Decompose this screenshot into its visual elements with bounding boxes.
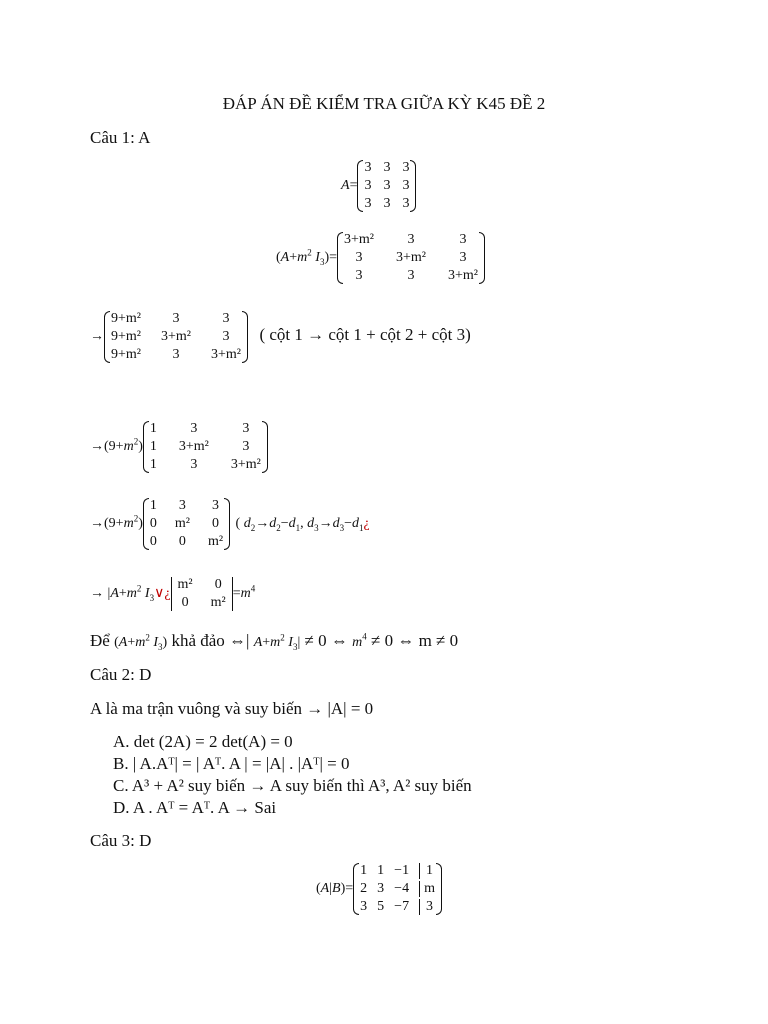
q2-heading: Câu 2: D <box>90 665 152 684</box>
matrix-cell: 1 <box>149 498 157 513</box>
matrix-cell: 3 <box>190 421 198 436</box>
matrix-cell: 3 <box>407 268 415 283</box>
matrix-cell: 3 <box>212 498 219 513</box>
matrix-cell: 3+m² <box>178 439 209 454</box>
matrix-a-eq: A= 3 3 3 3 3 3 3 3 3 <box>341 160 416 212</box>
matrix-shifted <box>337 232 485 284</box>
matrix-cell: 3 <box>172 347 180 362</box>
matrix-cell: 3+m² <box>344 232 374 247</box>
matrix-cell: m² <box>210 595 226 610</box>
matrix-cell: 3 <box>383 178 391 193</box>
q2-option-b: B. | A.Aᵀ| = | Aᵀ. A | = |A| . |Aᵀ| = 0 <box>113 754 350 773</box>
step-factor-out: $\to(9+m^2)$ 1 3 3 1 3+m² 3 1 3 3+m² <box>90 421 268 473</box>
matrix-cell: 1 <box>419 863 435 879</box>
matrix-cell: 3 <box>402 196 410 211</box>
matrix-cell: 3 <box>222 329 230 344</box>
step-row-reduce: $\to(9+m^2)$ 1 3 3 0 m² 0 0 0 m² ( $d_2\to d_2-d_1$, $d_3\to d_3-d_1¿$ <box>90 498 370 549</box>
q2-option-a: A. det (2A) = 2 det(A) = 0 <box>113 732 293 751</box>
matrix-cell: 0 <box>178 534 186 549</box>
matrix-cell: m <box>419 881 435 897</box>
augmented-matrix-eq: (A|B)= 1 1 −1 1 2 3 −4 m 3 5 −7 3 <box>316 863 442 915</box>
matrix-cell: 3 <box>222 311 230 326</box>
matrix-cell: −1 <box>394 863 410 878</box>
matrix-cell: 3 <box>402 160 410 175</box>
matrix-a <box>357 160 416 212</box>
matrix-cell: 3+m² <box>230 457 261 472</box>
matrix-cell: 1 <box>360 863 368 878</box>
matrix-cell: 3 <box>459 250 467 265</box>
matrix-reduced <box>143 498 230 550</box>
q1-conclusion: Để ($A+m^2$ $I_3$) khả đảo ⇔| $A+m^2$ $I_3| \ne 0$ ⇔ $m^4 \ne 0$ ⇔ m ≠ 0 <box>90 631 459 652</box>
step-column-sum: → 9+m² 3 3 9+m² 3+m² 3 9+m² 3 3+m² ( cột 1 → cột 1 + cột 2 + cột 3) <box>90 311 471 362</box>
matrix-cell: −7 <box>394 899 410 914</box>
matrix-cell: 3 <box>178 498 186 513</box>
matrix-cell: 3 <box>355 250 363 265</box>
matrix-cell: 0 <box>214 577 222 592</box>
matrix-cell: 3 <box>383 196 391 211</box>
matrix-cell: 0 <box>212 516 219 531</box>
matrix-cell: 0 <box>181 595 189 610</box>
matrix-cell: 3 <box>242 421 250 436</box>
q2-option-d: D. A . Aᵀ = Aᵀ. A → Sai <box>113 798 277 817</box>
matrix-cell: 3 <box>377 881 385 896</box>
matrix-cell: 3 <box>364 178 372 193</box>
matrix-shifted-eq: ($A+m^2$ $I_3)=$ 3+m² 3 3 3 3+m² 3 3 3 3+m² <box>276 232 485 284</box>
matrix-cell: 1 <box>149 457 157 472</box>
q2-statement: A là ma trận vuông và suy biến → |A| = 0 <box>90 699 374 718</box>
matrix-cell: 2 <box>360 881 368 896</box>
matrix-cell: −4 <box>394 881 410 896</box>
page-title: ĐÁP ÁN ĐỀ KIỂM TRA GIỮA KỲ K45 ĐỀ 2 <box>222 94 546 113</box>
matrix-cell: 9+m² <box>111 347 141 362</box>
det-matrix <box>171 577 233 611</box>
matrix-cell: 3 <box>364 196 372 211</box>
matrix-cell: 3+m² <box>395 250 426 265</box>
matrix-factored <box>143 421 268 473</box>
matrix-cell: 3 <box>242 439 250 454</box>
q1-heading: Câu 1: A <box>90 128 151 147</box>
matrix-cell: 1 <box>149 439 157 454</box>
col-op-note: ( cột 1 → cột 1 + cột 2 + cột 3) <box>259 325 471 345</box>
matrix-cell: 3 <box>383 160 391 175</box>
matrix-cell: m² <box>177 577 193 592</box>
matrix-cell: 0 <box>149 534 157 549</box>
augmented-matrix <box>353 863 442 915</box>
matrix-cell: 1 <box>149 421 157 436</box>
matrix-cell: 1 <box>377 863 385 878</box>
matrix-cell: 5 <box>377 899 385 914</box>
matrix-cell: 3 <box>364 160 372 175</box>
matrix-cell: 9+m² <box>111 329 141 344</box>
q3-heading: Câu 3: D <box>90 831 152 850</box>
matrix-cell: 0 <box>149 516 157 531</box>
matrix-cell: 9+m² <box>111 311 141 326</box>
matrix-cell: 3 <box>355 268 363 283</box>
q2-options <box>113 731 472 819</box>
matrix-cell: 3 <box>172 311 180 326</box>
matrix-col-sum <box>104 311 248 363</box>
matrix-cell: 3+m² <box>447 268 478 283</box>
matrix-cell: 3 <box>360 899 368 914</box>
matrix-cell: m² <box>207 534 224 549</box>
matrix-cell: 3 <box>419 899 435 915</box>
matrix-cell: 3 <box>190 457 198 472</box>
q2-option-c: C. A³ + A² suy biến → A suy biến thì A³, A² suy biến <box>113 776 472 795</box>
matrix-cell: 3 <box>402 178 410 193</box>
matrix-cell: 3+m² <box>160 329 191 344</box>
matrix-cell: 3+m² <box>210 347 241 362</box>
matrix-cell: 3 <box>407 232 415 247</box>
step-determinant: → $|A+m^2$ $I_3\vee¿$ m² 0 0 m² $=m^4$ <box>90 577 256 610</box>
matrix-cell: 3 <box>459 232 467 247</box>
matrix-cell: m² <box>174 516 190 531</box>
